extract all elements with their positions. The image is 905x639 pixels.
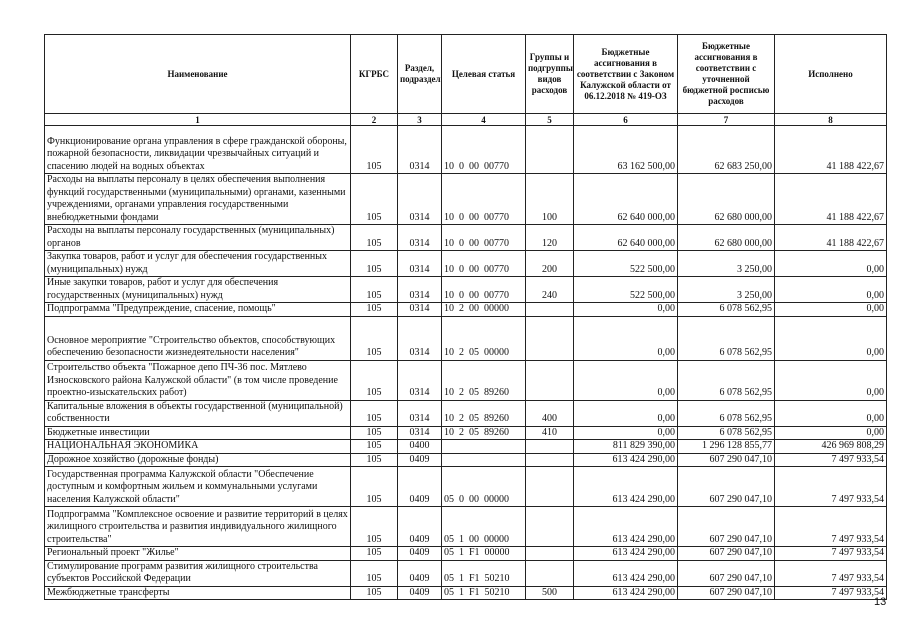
row-target: 10 0 00 00770 — [442, 277, 526, 303]
row-group: 120 — [526, 225, 574, 251]
row-executed-amount: 7 497 933,54 — [775, 453, 887, 467]
row-name: Основное мероприятие "Строительство объектов, способствующих обеспечению безопасности жизнедеятельности населения" — [45, 316, 351, 360]
row-executed-amount: 7 497 933,54 — [775, 467, 887, 507]
table-row — [45, 174, 887, 225]
row-section: 0409 — [398, 507, 442, 547]
row-executed-amount: 7 497 933,54 — [775, 586, 887, 600]
row-executed-amount: 0,00 — [775, 251, 887, 277]
table-row — [45, 303, 887, 317]
row-section: 0400 — [398, 440, 442, 454]
row-group — [526, 560, 574, 586]
table-row — [45, 316, 887, 360]
row-law-amount: 613 424 290,00 — [574, 453, 678, 467]
column-number-row — [45, 114, 887, 126]
row-name: Межбюджетные трансферты — [45, 586, 351, 600]
row-law-amount: 613 424 290,00 — [574, 467, 678, 507]
row-kgrbs: 105 — [351, 174, 398, 225]
row-group: 400 — [526, 400, 574, 426]
row-law-amount: 613 424 290,00 — [574, 586, 678, 600]
row-kgrbs: 105 — [351, 426, 398, 440]
row-refined-amount: 6 078 562,95 — [678, 360, 775, 400]
row-executed-amount: 41 188 422,67 — [775, 174, 887, 225]
row-name: Дорожное хозяйство (дорожные фонды) — [45, 453, 351, 467]
table-row — [45, 440, 887, 454]
table-row — [45, 467, 887, 507]
row-target: 10 0 00 00770 — [442, 251, 526, 277]
page-number: 13 — [874, 596, 887, 608]
row-section: 0314 — [398, 400, 442, 426]
row-law-amount: 811 829 390,00 — [574, 440, 678, 454]
row-law-amount: 0,00 — [574, 360, 678, 400]
row-target: 05 1 00 00000 — [442, 507, 526, 547]
row-group — [526, 547, 574, 561]
row-section: 0409 — [398, 560, 442, 586]
row-group — [526, 467, 574, 507]
row-executed-amount: 0,00 — [775, 316, 887, 360]
row-name: Функционирование органа управления в сфере гражданской обороны, пожарной безопасности, ликвидации чрезвычайных ситуаций и спасению людей на водных объектах — [45, 126, 351, 174]
row-target: 10 2 05 89260 — [442, 400, 526, 426]
col-number: 1 — [45, 114, 351, 126]
row-section: 0314 — [398, 251, 442, 277]
row-executed-amount: 7 497 933,54 — [775, 507, 887, 547]
row-group — [526, 507, 574, 547]
table-row — [45, 586, 887, 600]
row-target: 10 0 00 00770 — [442, 126, 526, 174]
row-refined-amount: 6 078 562,95 — [678, 400, 775, 426]
table-row — [45, 453, 887, 467]
row-refined-amount: 607 290 047,10 — [678, 586, 775, 600]
row-section: 0314 — [398, 426, 442, 440]
row-refined-amount: 607 290 047,10 — [678, 547, 775, 561]
row-refined-amount: 607 290 047,10 — [678, 507, 775, 547]
row-law-amount: 0,00 — [574, 316, 678, 360]
row-section: 0409 — [398, 467, 442, 507]
row-refined-amount: 62 683 250,00 — [678, 126, 775, 174]
row-target: 05 1 F1 00000 — [442, 547, 526, 561]
row-law-amount: 62 640 000,00 — [574, 225, 678, 251]
row-section: 0314 — [398, 174, 442, 225]
row-name: Бюджетные инвестиции — [45, 426, 351, 440]
row-target: 05 1 F1 50210 — [442, 560, 526, 586]
row-target — [442, 440, 526, 454]
header-name: Наименование — [45, 35, 351, 114]
row-name: Региональный проект "Жилье" — [45, 547, 351, 561]
table-row — [45, 426, 887, 440]
row-executed-amount: 41 188 422,67 — [775, 126, 887, 174]
row-group: 240 — [526, 277, 574, 303]
header-groups: Группы и подгруппы видов расходов — [526, 35, 574, 114]
row-law-amount: 0,00 — [574, 426, 678, 440]
row-target: 10 2 05 00000 — [442, 316, 526, 360]
row-target: 10 0 00 00770 — [442, 225, 526, 251]
row-law-amount: 613 424 290,00 — [574, 560, 678, 586]
row-target: 05 1 F1 50210 — [442, 586, 526, 600]
row-group: 200 — [526, 251, 574, 277]
table-row — [45, 560, 887, 586]
row-group — [526, 360, 574, 400]
col-number: 8 — [775, 114, 887, 126]
header-row — [45, 35, 887, 114]
row-executed-amount: 0,00 — [775, 426, 887, 440]
row-name: Закупка товаров, работ и услуг для обеспечения государственных (муниципальных) нужд — [45, 251, 351, 277]
row-executed-amount: 426 969 808,29 — [775, 440, 887, 454]
row-refined-amount: 62 680 000,00 — [678, 225, 775, 251]
col-number: 7 — [678, 114, 775, 126]
row-kgrbs: 105 — [351, 467, 398, 507]
row-group: 500 — [526, 586, 574, 600]
row-refined-amount: 1 296 128 855,77 — [678, 440, 775, 454]
row-kgrbs: 105 — [351, 453, 398, 467]
header-executed: Исполнено — [775, 35, 887, 114]
row-kgrbs: 105 — [351, 507, 398, 547]
row-kgrbs: 105 — [351, 440, 398, 454]
row-executed-amount: 7 497 933,54 — [775, 547, 887, 561]
row-group — [526, 126, 574, 174]
row-name: НАЦИОНАЛЬНАЯ ЭКОНОМИКА — [45, 440, 351, 454]
row-law-amount: 613 424 290,00 — [574, 547, 678, 561]
table-row — [45, 277, 887, 303]
col-number: 6 — [574, 114, 678, 126]
row-kgrbs: 105 — [351, 547, 398, 561]
row-group — [526, 316, 574, 360]
row-executed-amount: 0,00 — [775, 303, 887, 317]
row-name: Иные закупки товаров, работ и услуг для обеспечения государственных (муниципальных) нужд — [45, 277, 351, 303]
row-kgrbs: 105 — [351, 316, 398, 360]
row-refined-amount: 6 078 562,95 — [678, 316, 775, 360]
header-refined: Бюджетные ассигнования в соответствии с уточненной бюджетной росписью расходов — [678, 35, 775, 114]
row-executed-amount: 0,00 — [775, 277, 887, 303]
row-target: 10 2 05 89260 — [442, 360, 526, 400]
row-refined-amount: 3 250,00 — [678, 251, 775, 277]
row-executed-amount: 0,00 — [775, 400, 887, 426]
row-group — [526, 453, 574, 467]
row-name: Капитальные вложения в объекты государственной (муниципальной) собственности — [45, 400, 351, 426]
table-row — [45, 547, 887, 561]
row-section: 0314 — [398, 126, 442, 174]
col-number: 4 — [442, 114, 526, 126]
row-name: Расходы на выплаты персоналу государственных (муниципальных) органов — [45, 225, 351, 251]
table-body — [45, 126, 887, 600]
table-row — [45, 360, 887, 400]
row-section: 0409 — [398, 586, 442, 600]
row-executed-amount: 0,00 — [775, 360, 887, 400]
row-refined-amount: 607 290 047,10 — [678, 453, 775, 467]
row-name: Расходы на выплаты персоналу в целях обеспечения выполнения функций государственными (муниципальными) органами, казенными учреждениями, органами управления государственными внебюджетными фондами — [45, 174, 351, 225]
row-group: 100 — [526, 174, 574, 225]
row-law-amount: 0,00 — [574, 303, 678, 317]
row-section: 0314 — [398, 225, 442, 251]
row-section: 0314 — [398, 303, 442, 317]
table-row — [45, 507, 887, 547]
row-section: 0314 — [398, 316, 442, 360]
row-refined-amount: 607 290 047,10 — [678, 467, 775, 507]
row-group — [526, 440, 574, 454]
row-name: Стимулирование программ развития жилищного строительства субъектов Российской Федерации — [45, 560, 351, 586]
table-row — [45, 225, 887, 251]
row-refined-amount: 6 078 562,95 — [678, 426, 775, 440]
row-name: Государственная программа Калужской области "Обеспечение доступным и комфортным жильем и коммунальными услугами населения Калужской области" — [45, 467, 351, 507]
row-law-amount: 613 424 290,00 — [574, 507, 678, 547]
row-kgrbs: 105 — [351, 126, 398, 174]
row-target — [442, 453, 526, 467]
row-group — [526, 303, 574, 317]
row-kgrbs: 105 — [351, 360, 398, 400]
table-row — [45, 126, 887, 174]
header-section: Раздел, подраздел — [398, 35, 442, 114]
row-refined-amount: 6 078 562,95 — [678, 303, 775, 317]
row-law-amount: 522 500,00 — [574, 277, 678, 303]
header-kgrbs: КГРБС — [351, 35, 398, 114]
row-law-amount: 62 640 000,00 — [574, 174, 678, 225]
row-kgrbs: 105 — [351, 586, 398, 600]
row-kgrbs: 105 — [351, 225, 398, 251]
row-target: 05 0 00 00000 — [442, 467, 526, 507]
row-target: 10 0 00 00770 — [442, 174, 526, 225]
row-kgrbs: 105 — [351, 251, 398, 277]
row-section: 0409 — [398, 453, 442, 467]
row-kgrbs: 105 — [351, 303, 398, 317]
row-section: 0409 — [398, 547, 442, 561]
row-section: 0314 — [398, 277, 442, 303]
col-number: 2 — [351, 114, 398, 126]
header-target: Целевая статья — [442, 35, 526, 114]
row-law-amount: 522 500,00 — [574, 251, 678, 277]
table-row — [45, 251, 887, 277]
col-number: 3 — [398, 114, 442, 126]
row-section: 0314 — [398, 360, 442, 400]
header-law: Бюджетные ассигнования в соответствии с Законом Калужской области от 06.12.2018 № 419-ОЗ — [574, 35, 678, 114]
row-refined-amount: 607 290 047,10 — [678, 560, 775, 586]
row-executed-amount: 7 497 933,54 — [775, 560, 887, 586]
row-refined-amount: 3 250,00 — [678, 277, 775, 303]
row-target: 10 2 05 89260 — [442, 426, 526, 440]
row-law-amount: 0,00 — [574, 400, 678, 426]
row-name: Подпрограмма "Предупреждение, спасение, помощь" — [45, 303, 351, 317]
row-name: Строительство объекта "Пожарное депо ПЧ-36 пос. Мятлево Износковского района Калужской области" (в том числе проведение проектно-изыскательских работ) — [45, 360, 351, 400]
row-kgrbs: 105 — [351, 560, 398, 586]
col-number: 5 — [526, 114, 574, 126]
table-row — [45, 400, 887, 426]
row-name: Подпрограмма "Комплексное освоение и развитие территорий в целях жилищного строительства и развития индивидуального жилищного строительства" — [45, 507, 351, 547]
row-target: 10 2 00 00000 — [442, 303, 526, 317]
row-kgrbs: 105 — [351, 400, 398, 426]
row-executed-amount: 41 188 422,67 — [775, 225, 887, 251]
budget-table — [44, 34, 887, 600]
row-refined-amount: 62 680 000,00 — [678, 174, 775, 225]
row-group: 410 — [526, 426, 574, 440]
row-kgrbs: 105 — [351, 277, 398, 303]
row-law-amount: 63 162 500,00 — [574, 126, 678, 174]
